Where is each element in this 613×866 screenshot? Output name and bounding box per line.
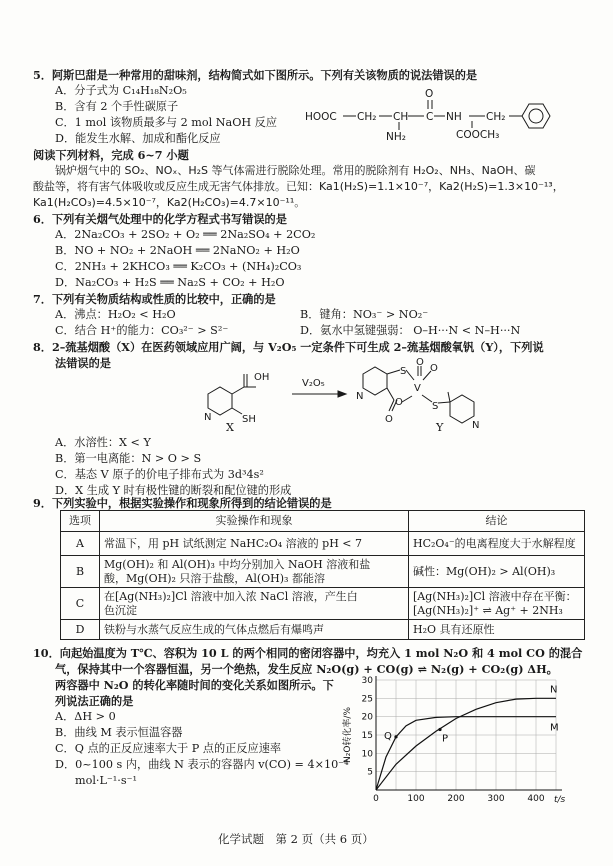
- point-label-Q: Q: [384, 730, 392, 742]
- q8-option-c: C．基态 V 原子的价电子排布式为 3d³4s²: [55, 468, 264, 481]
- row-conclusion-line: [Ag(NH₃)₂]⁺ ⇌ Ag⁺ + 2NH₃: [413, 603, 563, 617]
- y-o-top: O: [416, 357, 424, 368]
- q5-option-d: D．能发生水解、加成和酯化反应: [55, 132, 221, 145]
- y-tick-label: 5: [367, 767, 373, 778]
- row-operation: [100, 588, 409, 620]
- q9-experiment-table: [60, 510, 585, 640]
- table-row: [61, 620, 585, 640]
- q10-stem-4: 列说法正确的是: [55, 694, 134, 708]
- point-Q: [394, 735, 397, 738]
- row-operation-line: 在[Ag(NH₃)₂]Cl 溶液中加入浓 NaCl 溶液，产生白: [104, 590, 358, 603]
- table-row: [61, 532, 585, 556]
- q5-option-c: C．1 mol 该物质最多与 2 mol NaOH 反应: [55, 116, 278, 129]
- series-label-M: M: [550, 722, 559, 734]
- y-tick-label: 15: [361, 731, 373, 741]
- q6-option-d: D．Na₂CO₃ + H₂S ══ Na₂S + CO₂ + H₂O: [55, 276, 285, 289]
- row-key: D: [61, 620, 100, 640]
- q6-option-a: A．2Na₂CO₃ + 2SO₂ + O₂ ══ 2Na₂SO₄ + 2CO₂: [55, 228, 316, 241]
- header-option: 选项: [61, 511, 100, 532]
- q10-option-a: A．ΔH > 0: [55, 710, 116, 723]
- y-n1: N: [356, 391, 364, 402]
- y-axis-label: N₂O转化率/%: [343, 706, 353, 764]
- x-tick-label: 200: [447, 794, 465, 804]
- n2o-conversion-chart: [340, 672, 572, 808]
- q8-option-a: A．水溶性：X < Y: [55, 436, 151, 449]
- row-conclusion-line: [Ag(NH₃)₂]Cl 溶液中存在平衡：: [413, 590, 577, 603]
- q10-stem-1: 10．向起始温度为 T℃、容积为 10 L 的两个相同的密闭容器中，均充入 1 mol N₂O 和 4 mol CO 的混合: [33, 646, 583, 660]
- y-o-right: O: [430, 363, 438, 374]
- x-axis-label: t/s: [554, 795, 566, 805]
- q8-reaction-scheme: [180, 356, 540, 440]
- q7-stem: 7．下列有关物质结构或性质的比较中，正确的是: [33, 292, 276, 306]
- table-row: [61, 556, 585, 588]
- row-conclusion-line: 碱性：Mg(OH)₂ > Al(OH)₃: [413, 564, 556, 578]
- row-key: C: [61, 588, 100, 620]
- point-P: [438, 728, 441, 731]
- y-tick-label: 30: [361, 676, 373, 686]
- y-s1: S: [400, 366, 407, 377]
- x-tick-label: 400: [527, 794, 545, 804]
- s5-ch: CH: [393, 111, 409, 123]
- series-label-N: N: [550, 684, 558, 696]
- table-header-row: [61, 511, 585, 532]
- aspartame-structure: [300, 80, 560, 144]
- s5-coch3: COOCH₃: [456, 129, 500, 141]
- q5-option-b: B．含有 2 个手性碳原子: [55, 100, 179, 113]
- q8-option-b: B．第一电离能：N > O > S: [55, 452, 202, 465]
- row-conclusion-line: H₂O 具有还原性: [413, 622, 495, 636]
- row-conclusion: [409, 620, 585, 640]
- q7-option-a: A．沸点：H₂O₂ < H₂O: [55, 308, 176, 321]
- q9-stem: 9．下列实验中，根据实验操作和现象所得到的结论错误的是: [33, 496, 332, 510]
- q8-stem-2: 法错误的是: [55, 356, 111, 370]
- reading-line-2: 酸盐等，将有害气体吸收或反应生成无害气体排放。已知：Ka1(H₂S)=1.1×10⁻⁷，Ka2(H₂S)=1.3×10⁻¹³，: [33, 180, 564, 193]
- q6-option-b: B．NO + NO₂ + 2NaOH ══ 2NaNO₂ + H₂O: [55, 244, 300, 257]
- s5-o: O: [425, 88, 434, 100]
- s5-c: C: [426, 111, 434, 123]
- row-conclusion: [409, 588, 585, 620]
- q6-stem: 6．下列有关烟气处理中的化学方程式书写错误的是: [33, 212, 287, 226]
- row-key: A: [61, 532, 100, 556]
- q7-option-c: C．结合 H⁺的能力：CO₃²⁻ > S²⁻: [55, 324, 229, 337]
- s5-ch2a: CH₂: [357, 111, 377, 123]
- q8-stem-1: 8．2–巯基烟酸（X）在医药领域应用广阔，与 V₂O₅ 一定条件下可生成 2–巯基烟酸氧钒（Y），下列说: [33, 340, 544, 354]
- x-tick-label: 300: [487, 794, 505, 804]
- q10-stem-2: 气，保持其中一个容器恒温，另一个绝热，发生反应 N₂O(g) + CO(g) ⇌ N₂(g) + CO₂(g) ΔH。: [55, 662, 558, 676]
- s5-nh2: NH₂: [386, 131, 406, 143]
- q5-option-a: A．分子式为 C₁₄H₁₈N₂O₅: [55, 84, 187, 97]
- label-y: Y: [436, 421, 444, 434]
- y-tick-label: 20: [361, 712, 373, 723]
- s5-ch2b: CH₂: [486, 111, 506, 123]
- header-operation: 实验操作和现象: [100, 511, 409, 532]
- y-s2: S: [432, 401, 439, 412]
- q7-option-d: D．氨水中氢键强弱： O–H···N < N–H···N: [300, 324, 521, 337]
- y-tick-label: 10: [361, 749, 373, 760]
- label-x: X: [226, 421, 234, 434]
- row-operation-line: 常温下，用 pH 试纸测定 NaHC₂O₄ 溶液的 pH < 7: [104, 536, 362, 550]
- row-operation-line: 色沉淀: [104, 603, 137, 617]
- x-sh: SH: [242, 414, 256, 425]
- q10-stem-3: 两容器中 N₂O 的转化率随时间的变化关系如图所示。下: [55, 678, 334, 692]
- y-n2: N: [472, 420, 480, 431]
- s5-cooh: HOOC: [305, 111, 337, 123]
- y-v: V: [414, 383, 421, 394]
- s5-nh: NH: [446, 111, 462, 123]
- x-tick-label: 100: [407, 794, 425, 804]
- x-tick-label: 0: [373, 794, 379, 804]
- header-conclusion: 结论: [409, 511, 585, 532]
- row-operation: [100, 620, 409, 640]
- q10-option-c: C．Q 点的正反应速率大于 P 点的正反应速率: [55, 742, 282, 755]
- row-operation-line: 酸，Mg(OH)₂ 只溶于盐酸，Al(OH)₃ 都能溶: [104, 571, 325, 585]
- q7-option-b: B．键角：NO₃⁻ > NO₂⁻: [300, 308, 429, 321]
- reading-title: 阅读下列材料，完成 6~7 小题: [33, 148, 189, 162]
- series-line-N: [376, 698, 556, 790]
- row-key: B: [61, 556, 100, 588]
- q10-option-b: B．曲线 M 表示恒温容器: [55, 726, 183, 739]
- q6-option-c: C．2NH₃ + 2KHCO₃ ══ K₂CO₃ + (NH₄)₂CO₃: [55, 260, 302, 273]
- row-conclusion: [409, 556, 585, 588]
- row-operation-line: 铁粉与水蒸气反应生成的气体点燃后有爆鸣声: [104, 622, 324, 636]
- row-conclusion-line: HC₂O₄⁻的电离程度大于水解程度: [413, 536, 576, 550]
- q10-option-d-1: D．0~100 s 内，曲线 N 表示的容器内 v(CO) = 4×10⁻⁴: [55, 758, 349, 771]
- y-tick-label: 25: [361, 694, 373, 705]
- table-row: [61, 588, 585, 620]
- x-n: N: [204, 412, 212, 423]
- row-operation: [100, 556, 409, 588]
- y-o-left: O: [395, 397, 403, 408]
- point-label-P: P: [442, 733, 449, 745]
- q8-option-d: D．X 生成 Y 时有极性键的断裂和配位键的形成: [55, 484, 292, 497]
- row-operation: [100, 532, 409, 556]
- reagent-v2o5: V₂O₅: [302, 378, 325, 389]
- y-o-carbonyl: O: [385, 414, 393, 425]
- x-oh: OH: [254, 372, 270, 383]
- row-operation-line: Mg(OH)₂ 和 Al(OH)₃ 中均分别加入 NaOH 溶液和盐: [104, 558, 371, 571]
- q5-stem: 5．阿斯巴甜是一种常用的甜味剂，结构简式如下图所示。下列有关该物质的说法错误的是: [33, 68, 478, 82]
- row-conclusion: [409, 532, 585, 556]
- page-footer: 化学试题 第 2 页（共 6 页）: [218, 832, 374, 846]
- reading-line-3: Ka1(H₂CO₃)=4.5×10⁻⁷，Ka2(H₂CO₃)=4.7×10⁻¹¹。: [33, 196, 306, 209]
- q10-option-d-2: mol·L⁻¹·s⁻¹: [75, 774, 137, 787]
- reading-line-1: 锅炉烟气中的 SO₂、NOₓ、H₂S 等气体需进行脱除处理。常用的脱除剂有 H₂O₂、NH₃、NaOH、碳: [55, 164, 536, 177]
